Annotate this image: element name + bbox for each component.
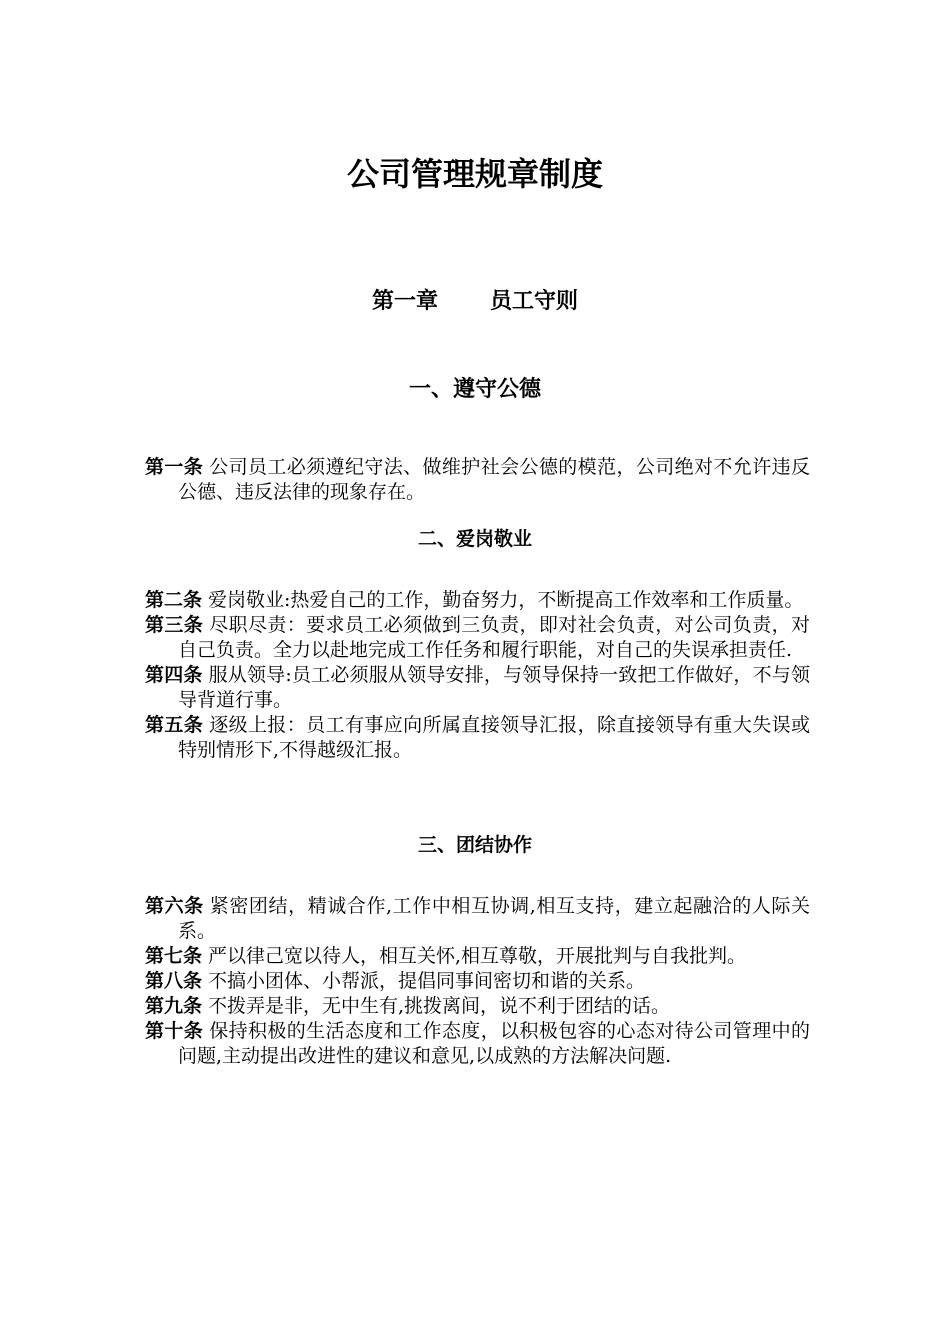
article-text: 保持积极的生活态度和工作态度，以积极包容的心态对待公司管理中的问题,主动提出改进性的建议和意见,以成熟的方法解决问题. xyxy=(178,1020,810,1067)
article-label: 第九条 xyxy=(145,995,203,1017)
article-label: 第二条 xyxy=(145,589,203,611)
section-heading-3: 三、团结协作 xyxy=(417,834,532,856)
article-label: 第七条 xyxy=(145,945,203,967)
article-label: 第十条 xyxy=(145,1020,204,1042)
article-9 xyxy=(145,994,810,1019)
article-text: 服从领导:员工必须服从领导安排，与领导保持一致把工作做好，不与领导背道行事。 xyxy=(178,664,810,711)
article-text: 紧密团结，精诚合作,工作中相互协调,相互支持，建立起融洽的人际关系。 xyxy=(178,895,810,942)
article-label: 第五条 xyxy=(145,714,204,736)
article-label: 第四条 xyxy=(145,664,203,686)
article-5 xyxy=(145,713,810,763)
section-1-articles xyxy=(145,455,810,505)
article-text: 不拨弄是非，无中生有,挑拨离间，说不利于团结的话。 xyxy=(208,995,671,1017)
chapter-title xyxy=(0,286,950,318)
article-4 xyxy=(145,663,810,713)
section-2-articles xyxy=(145,588,810,763)
article-text: 公司员工必须遵纪守法、做维护社会公德的模范，公司绝对不允许违反公德、违反法律的现象存在。 xyxy=(178,456,810,503)
article-text: 不搞小团体、小帮派，提倡同事间密切和谐的关系。 xyxy=(208,970,646,992)
article-text: 严以律己宽以待人，相互关怀,相互尊敬，开展批判与自我批判。 xyxy=(208,945,747,967)
article-3 xyxy=(145,613,810,663)
article-text: 爱岗敬业:热爱自己的工作，勤奋努力，不断提高工作效率和工作质量。 xyxy=(208,589,804,611)
document-title: 公司管理规章制度 xyxy=(346,155,603,193)
section-heading-1: 一、遵守公德 xyxy=(408,377,541,402)
article-8 xyxy=(145,969,810,994)
article-label: 第六条 xyxy=(145,895,204,917)
article-2 xyxy=(145,588,810,613)
article-text: 逐级上报：员工有事应向所属直接领导汇报，除直接领导有重大失误或特别情形下,不得越级汇报。 xyxy=(178,714,810,761)
section-heading-2: 二、爱岗敬业 xyxy=(417,528,532,550)
article-label: 第一条 xyxy=(145,456,204,478)
article-label: 第三条 xyxy=(145,614,204,636)
article-text: 尽职尽责：要求员工必须做到三负责，即对社会负责，对公司负责，对自己负责。全力以赴地完成工作任务和履行职能，对自己的失误承担责任. xyxy=(178,614,810,661)
article-1 xyxy=(145,455,810,505)
section-3-articles xyxy=(145,894,810,1069)
article-10 xyxy=(145,1019,810,1069)
article-label: 第八条 xyxy=(145,970,203,992)
chapter-name: 员工守则 xyxy=(490,289,579,314)
chapter-number: 第一章 xyxy=(371,289,438,314)
article-7 xyxy=(145,944,810,969)
article-6 xyxy=(145,894,810,944)
